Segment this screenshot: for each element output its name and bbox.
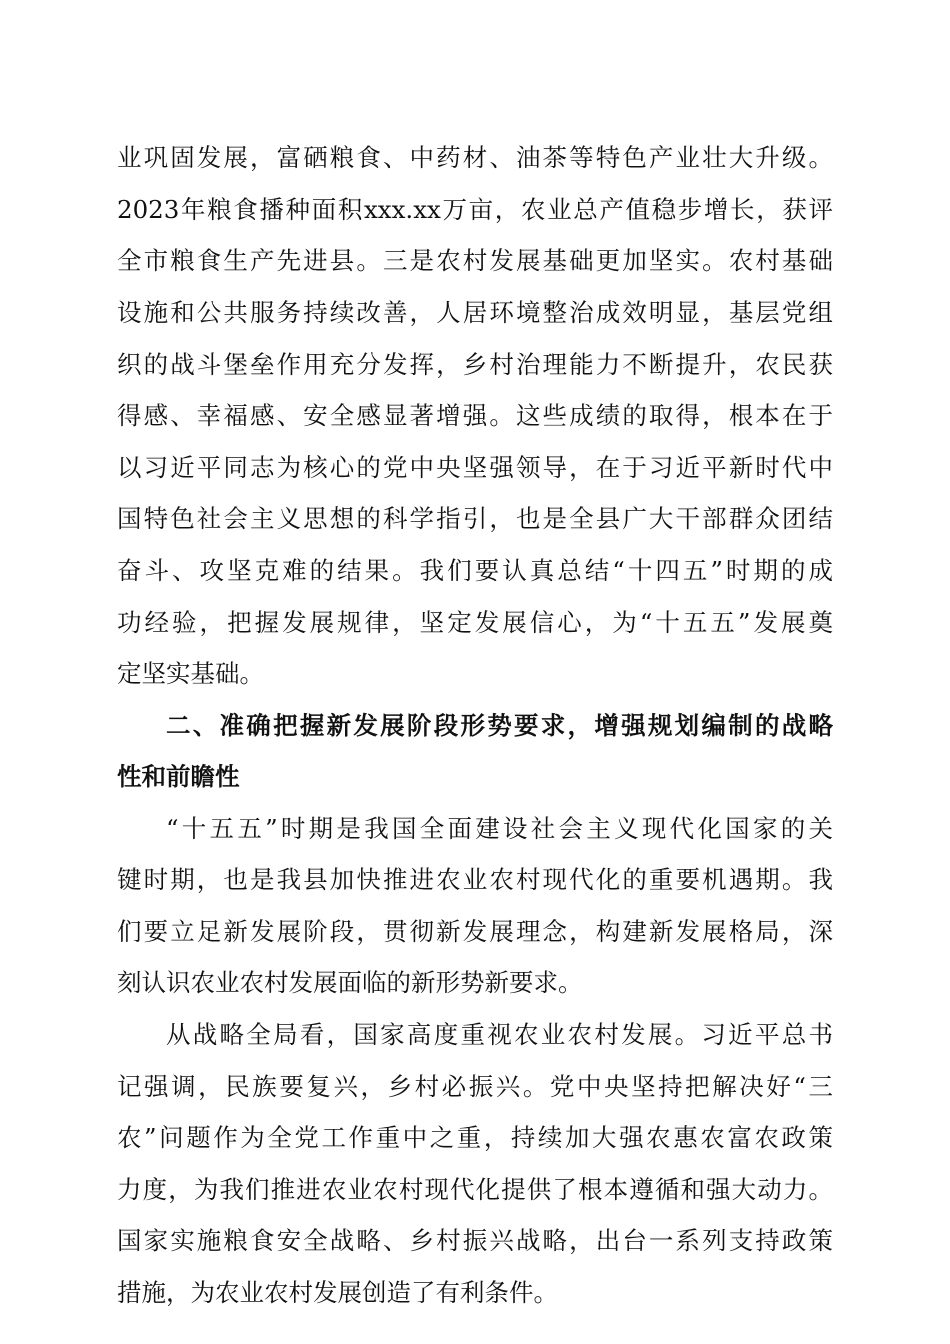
para2-line-2: 键时期，也是我县加快推进农业农村现代化的重要机遇期。我 — [117, 865, 833, 894]
para1-line-9: 奋斗、攻坚克难的结果。我们要认真总结“十四五”时期的成 — [117, 556, 833, 585]
para2-line-3: 们要立足新发展阶段，贯彻新发展理念，构建新发展格局，深 — [117, 917, 833, 946]
para2-line-1: “十五五”时期是我国全面建设社会主义现代化国家的关 — [166, 814, 833, 843]
para1-line-11: 定坚实基础。 — [117, 659, 264, 688]
para3-line-4: 力度，为我们推进农业农村现代化提供了根本遵循和强大动力。 — [117, 1175, 833, 1204]
para1-line-4: 设施和公共服务持续改善，人居环境整治成效明显，基层党组 — [117, 298, 833, 327]
para3-line-2: 记强调，民族要复兴，乡村必振兴。党中央坚持把解决好“三 — [117, 1072, 833, 1101]
para3-line-1: 从战略全局看，国家高度重视农业农村发展。习近平总书 — [166, 1020, 833, 1049]
para1-line-6: 得感、幸福感、安全感显著增强。这些成绩的取得，根本在于 — [117, 401, 833, 430]
para1-line-8: 国特色社会主义思想的科学指引，也是全县广大干部群众团结 — [117, 504, 833, 533]
section-heading-line-1: 二、准确把握新发展阶段形势要求，增强规划编制的战略 — [166, 711, 833, 740]
para1-line-1: 业巩固发展，富硒粮食、中药材、油茶等特色产业壮大升级。 — [117, 143, 833, 172]
para1-line-5: 织的战斗堡垒作用充分发挥，乡村治理能力不断提升，农民获 — [117, 350, 833, 379]
para1-line-10: 功经验，把握发展规律，坚定发展信心，为“十五五”发展奠 — [117, 608, 833, 637]
para2-line-4: 刻认识农业农村发展面临的新形势新要求。 — [117, 968, 583, 997]
para3-line-5: 国家实施粮食安全战略、乡村振兴战略，出台一系列支持政策 — [117, 1226, 833, 1255]
para1-line-2: 2023年粮食播种面积xxx.xx万亩，农业总产值稳步增长，获评 — [117, 195, 833, 224]
para1-line-7: 以习近平同志为核心的党中央坚强领导，在于习近平新时代中 — [117, 453, 833, 482]
para3-line-6: 措施，为农业农村发展创造了有利条件。 — [117, 1278, 558, 1307]
para3-line-3: 农”问题作为全党工作重中之重，持续加大强农惠农富农政策 — [117, 1123, 833, 1152]
para1-line-3: 全市粮食生产先进县。三是农村发展基础更加坚实。农村基础 — [117, 246, 833, 275]
section-heading-line-2: 性和前瞻性 — [117, 762, 240, 791]
